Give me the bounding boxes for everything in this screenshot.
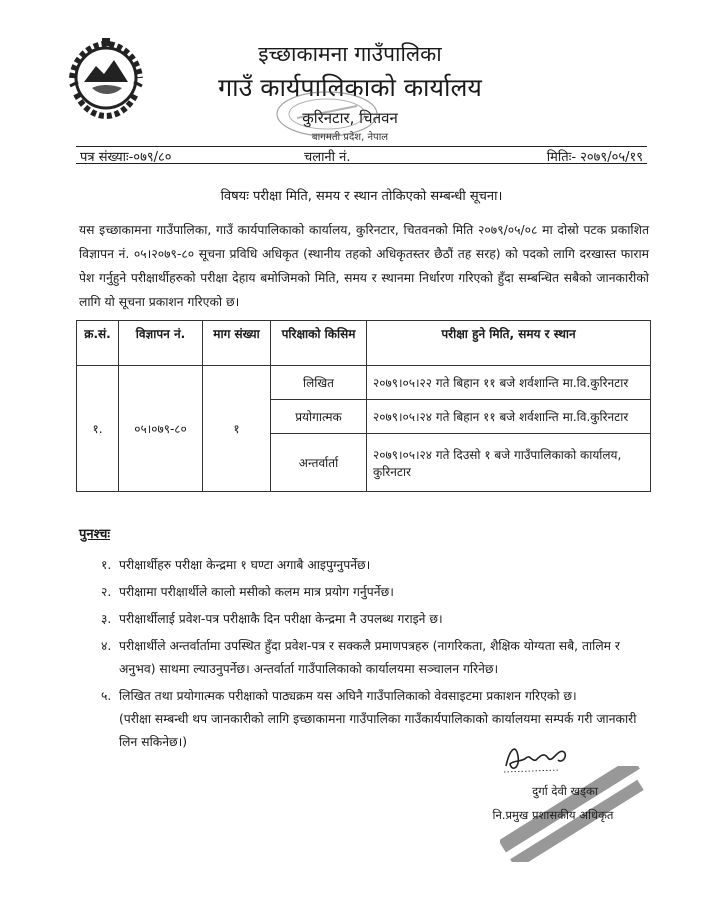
cell-schedule: २०७९।०५।२४ गते बिहान ११ बजे शर्वशान्ति मा.वि.कुरिनटार — [367, 400, 651, 434]
header-demand: माग संख्या — [203, 321, 271, 366]
office-province: बागमती प्रदेश, नेपाल — [311, 132, 389, 143]
list-item — [79, 685, 649, 708]
cell-schedule: २०७९।०५।२२ गते बिहान ११ बजे शर्वशान्ति मा.वि.कुरिनटार — [367, 366, 651, 400]
table-row — [77, 366, 651, 400]
header-schedule: परीक्षा हुने मिति, समय र स्थान — [367, 321, 651, 366]
note-number: ४. — [101, 639, 112, 653]
cell-demand: १ — [203, 366, 271, 492]
office-address: कुरिनटार, चितवन — [302, 109, 398, 127]
header-advert-no: विज्ञापन नं. — [119, 321, 203, 366]
table-header-row — [77, 321, 651, 366]
notes-heading: पुनश्चः — [79, 527, 111, 542]
note-extra: (परीक्षा सम्बन्धी थप जानकारीको लागि इच्छाकामना गाउँपालिका गाउँकार्यपालिकाको कार्यालयमा सम्पर्क गरी जानकारी लिन सकिनेछ।) — [119, 712, 637, 749]
cell-serial: १. — [77, 366, 119, 492]
list-item — [79, 635, 649, 681]
note-text: परीक्षार्थीहरु परीक्षा केन्द्रमा १ घण्टा अगाबै आइपुग्नुपर्नेछ। — [119, 558, 371, 572]
cell-exam-type: अन्तर्वार्ता — [271, 434, 367, 492]
note-text: लिखित तथा प्रयोगात्मक परीक्षाको पाठ्यक्रम यस अघिनै गाउँपालिकाको वेवसाइटमा प्रकाशन गरिएको छ। — [119, 689, 577, 703]
note-number: २. — [101, 585, 112, 599]
dispatch-number: चलानी नं. — [304, 150, 351, 165]
office-subtitle: गाउँ कार्यपालिकाको कार्यालय — [218, 73, 482, 102]
cell-exam-type: लिखित — [271, 366, 367, 400]
cell-exam-type: प्रयोगात्मक — [271, 400, 367, 434]
signer-name: दुर्गा देवी खड्का — [532, 784, 598, 798]
note-text: परीक्षार्थीलाई प्रवेश-पत्र परीक्षाकै दिन परीक्षा केन्द्रमा नै उपलब्ध गराइने छ। — [119, 612, 443, 626]
cell-advert-no: ०५।०७९-८० — [119, 366, 203, 492]
exam-schedule-table — [76, 320, 651, 492]
body-paragraph: यस इच्छाकामना गाउँपालिका, गाउँ कार्यपालिकाको कार्यालय, कुरिनटार, चितवनको मिति २०७९/०५/०८ मा दोस्रो पटक प्रकाशित विज्ञापन नं. ०५।२०७९-८० सूचना प्रविधि अधिकृत (स्थानीय तहको अधिकृतस्तर छैठौं तह सरह) को पदको लागि दरखास्त फाराम पेश गर्नुहुने परीक्षार्थीहरुको परीक्षा देहाय बमोजिमको मिति, समय र स्थानमा निर्धारण गरिएको हुँदा सम्बन्धित सबैको जानकारीको लागि यो सूचना प्रकाशन गरिएको छ। — [79, 223, 649, 309]
header-exam-type: परिक्षाको किसिम — [271, 321, 367, 366]
note-text: परीक्षामा परीक्षार्थीले कालो मसीको कलम मात्र प्रयोग गर्नुपर्नेछ। — [119, 585, 394, 599]
government-emblem-icon — [62, 36, 150, 120]
cell-schedule: २०७९।०५।२४ गते दिउसो १ बजे गाउँपालिकाको कार्यालय, कुरिनटार — [367, 434, 651, 492]
note-number: ५. — [101, 689, 112, 703]
office-seal-stamp-icon — [272, 88, 382, 140]
notes-list — [79, 554, 649, 758]
list-item — [79, 581, 649, 604]
signer-title: नि.प्रमुख प्रशासकीय अधिकृत — [492, 808, 614, 822]
letter-date: मितिः- २०७९/०५/१९ — [546, 150, 643, 165]
note-text: परीक्षार्थीले अन्तर्वार्तामा उपस्थित हुँदा प्रवेश-पत्र र सक्कलै प्रमाणपत्रहरु (नागरिकता, शैक्षिक योग्यता सबै, तालिम र अनुभव) साथमा ल्याउनुपर्नेछ। अन्तर्वार्ता गाउँपालिकाको कार्यालयमा सञ्चालन गरिनेछ। — [119, 639, 620, 676]
list-item — [79, 608, 649, 631]
subject-line: विषयः परीक्षा मिति, समय र स्थान तोकिएको सम्बन्धी सूचना। — [220, 189, 503, 204]
note-number: ३. — [101, 612, 112, 626]
list-item — [79, 554, 649, 577]
header-serial: क्र.सं. — [77, 321, 119, 366]
reference-bar — [76, 146, 647, 164]
letter-number: पत्र संख्याः-०७९/८० — [80, 150, 172, 165]
office-name: इच्छाकामना गाउँपालिका — [258, 42, 442, 66]
note-number: १. — [101, 558, 112, 572]
